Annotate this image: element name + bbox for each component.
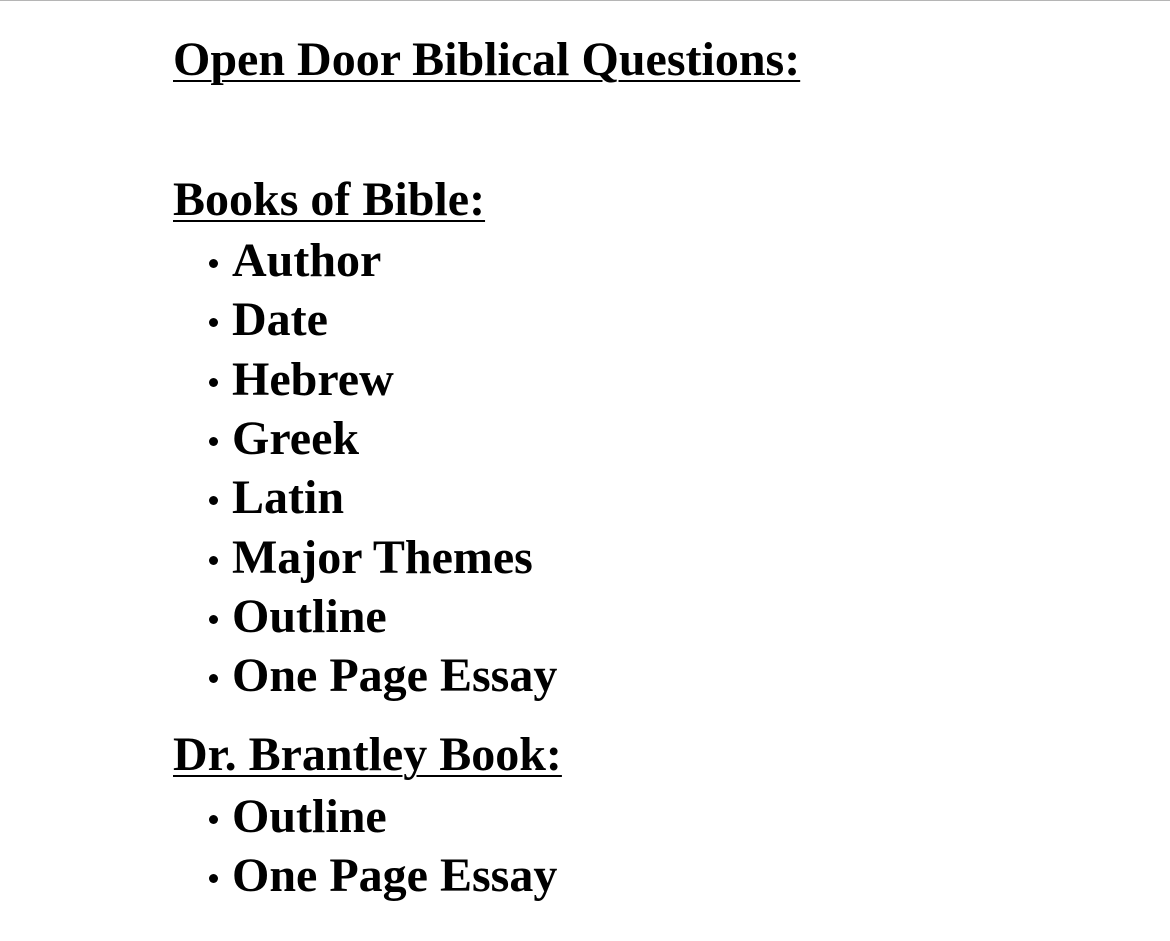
bullet-list: [173, 231, 1133, 705]
document-title: Open Door Biblical Questions:: [173, 33, 801, 86]
list-item-text: Greek: [232, 412, 360, 466]
bullet-icon: [209, 378, 218, 387]
list-item: [209, 646, 1133, 705]
bullet-icon: [209, 437, 218, 446]
list-item: [209, 527, 1133, 586]
bullet-icon: [209, 674, 218, 683]
section-heading: Books of Bible:: [173, 173, 486, 226]
list-item: [209, 231, 1133, 290]
list-item: [209, 350, 1133, 409]
list-item-text: Latin: [232, 471, 345, 525]
list-item-text: Major Themes: [232, 530, 533, 584]
list-item-text: Date: [232, 293, 328, 347]
bullet-list: [173, 786, 1133, 905]
list-item-text: Outline: [232, 789, 387, 843]
list-item: [209, 468, 1133, 527]
bullet-icon: [209, 318, 218, 327]
list-item-text: One Page Essay: [232, 848, 558, 902]
top-border: [0, 0, 1170, 1]
bullet-icon: [209, 615, 218, 624]
list-item-text: Outline: [232, 589, 387, 643]
section-dr-brantley-book: [173, 727, 1133, 905]
list-item: [209, 846, 1133, 905]
list-item-text: One Page Essay: [232, 649, 558, 703]
bullet-icon: [209, 556, 218, 565]
bullet-icon: [209, 496, 218, 505]
list-item: [209, 290, 1133, 349]
bullet-icon: [209, 815, 218, 824]
list-item-text: Author: [232, 234, 382, 288]
document-page: [173, 32, 1133, 905]
list-item-text: Hebrew: [232, 352, 394, 406]
list-item: [209, 786, 1133, 845]
section-heading: Dr. Brantley Book:: [173, 728, 562, 782]
list-item: [209, 409, 1133, 468]
section-books-of-bible: [173, 172, 1133, 705]
bullet-icon: [209, 259, 218, 268]
bullet-icon: [209, 874, 218, 883]
list-item: [209, 587, 1133, 646]
